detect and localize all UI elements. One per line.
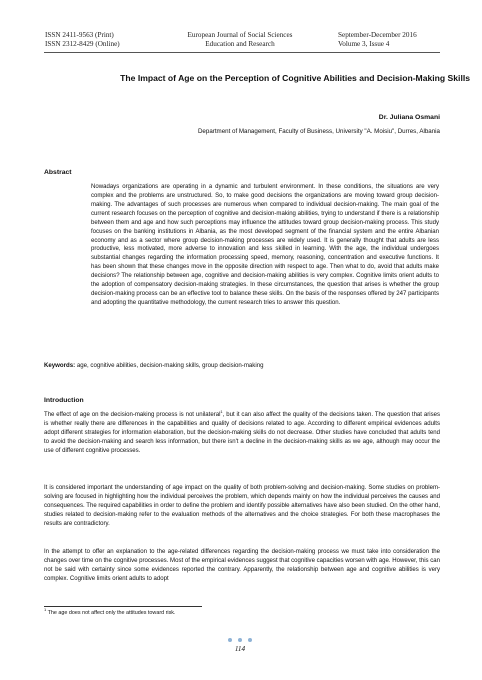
journal-name-line2: Education and Research: [205, 40, 275, 49]
footnote-ref[interactable]: 1: [220, 408, 223, 414]
issn-block: [45, 31, 120, 50]
ornament-dot-icon: [228, 638, 232, 642]
footnote-divider: [44, 606, 202, 607]
footnote-mark: 1: [44, 607, 47, 613]
issue-block: [338, 31, 417, 50]
ornament-dot-icon: [248, 638, 252, 642]
intro-p1-start: The effect of age on the decision-making process is not unilateral: [44, 412, 221, 418]
intro-paragraph-1: [44, 408, 440, 456]
footnote: [44, 607, 176, 616]
keywords-line: [44, 362, 440, 369]
footnote-text: The age does not affect only the attitudes toward risk.: [46, 610, 176, 616]
page-ornament-icon: [225, 638, 255, 643]
journal-name-line1: European Journal of Social Sciences: [187, 31, 293, 39]
journal-name-block: [160, 31, 320, 50]
ornament-dot-icon: [238, 638, 242, 642]
page-number: 114: [234, 645, 246, 653]
introduction-heading: Introduction: [44, 397, 84, 404]
header-divider: [44, 52, 440, 53]
intro-paragraph-3: In the attempt to offer an explanation to the age-related differences regarding the decision-making process we must take into consideration the changes over time on the cognitive processes. Most of the empirical evidences suggest that cognitive capacities worsen with age. However, this can not be said with certainty since some evidences reported the contrary. Apparently, the relationship between age and cognitive abilities is very complex. Cognitive limits orient adults to adopt: [44, 549, 440, 582]
issn-print: ISSN 2411-9563 (Print): [45, 31, 114, 39]
keywords-label: Keywords:: [44, 362, 76, 369]
abstract-text: Nowadays organizations are operating in a dynamic and turbulent environment. In these conditions, the situations are very complex and the problems are unstructured. So, to make good decisions the organizations are moving toward group decision-making. The advantages of such processes are numerous when compared to individual decision-making. The main goal of the current research focuses on the perception of cognitive and decision-making abilities, trying to understand if there is a relationship between them and age and how such perceptions may influence the attitudes toward group decision-making process. This study focuses on the banking institutions in Albania, as the most developed segment of the financial system and the entire Albanian economy and as a sector where group decision-making processes are widely used. It is generally thought that adults are less productive, less motivated, more adverse to innovation and less skilled in learning. With the age, the individual undergoes substantial changes regarding the information processing speed, memory, reasoning, concentration and executive functions. It has been shown that these changes move in the opposite direction with respect to age. Then what to do, avoid that adults make decisions? The relationship between age, cognitive and decision-making abilities is very complex. Cognitive limits orient adults to the adoption of compensatory decision-making strategies. In these circumstances, the question that arises is whether the group decision-making process can be an effective tool to balance these skills. On the basis of the responses offered by 247 participants and adopting the quantitative methodology, the current research tries to answer this question.: [91, 184, 439, 306]
issue-volume: Volume 3, Issue 4: [338, 40, 390, 49]
paper-title: The Impact of Age on the Perception of Cognitive Abilities and Decision-Making Skills: [120, 73, 470, 83]
keywords-text: age, cognitive abilities, decision-making skills, group decision-making: [75, 362, 264, 369]
intro-p1-end: , but it can also affect the quality of the decisions taken. The question that arises is whether really there are differences in the capabilities and quality of decisions related to age. According to different empirical evidences adults adopt different strategies for information elaboration, but the decision-making skills do not decrease. Other studies have concluded that adults tend to avoid the decision-making and search less information, but there isn't a decline in the decision-making skills as we age, although may occur the use of different cognitive processes.: [44, 412, 440, 454]
author-name: Dr. Juliana Osmani: [378, 114, 440, 121]
issue-date: September-December 2016: [338, 31, 417, 39]
abstract-heading: Abstract: [44, 169, 72, 176]
intro-paragraph-2: It is considered important the understanding of age impact on the quality of both problem-solving and decision-making. Some studies on problem-solving are focused in highlighting how the individual perceives the problem, which depends mainly on how the individual perceives the causes and consequences. The required capabilities in order to define the problem and identify possible alternatives have also been studied. On the other hand, studies related to decision-making refer to the evaluation methods of the alternatives and the choice strategies. For both these macrophases the results are contradictory.: [44, 485, 440, 527]
issn-online: ISSN 2312-8429 (Online): [45, 40, 120, 49]
author-affiliation: Department of Management, Faculty of Business, University "A. Moisiu", Durres, Albania: [197, 128, 440, 135]
